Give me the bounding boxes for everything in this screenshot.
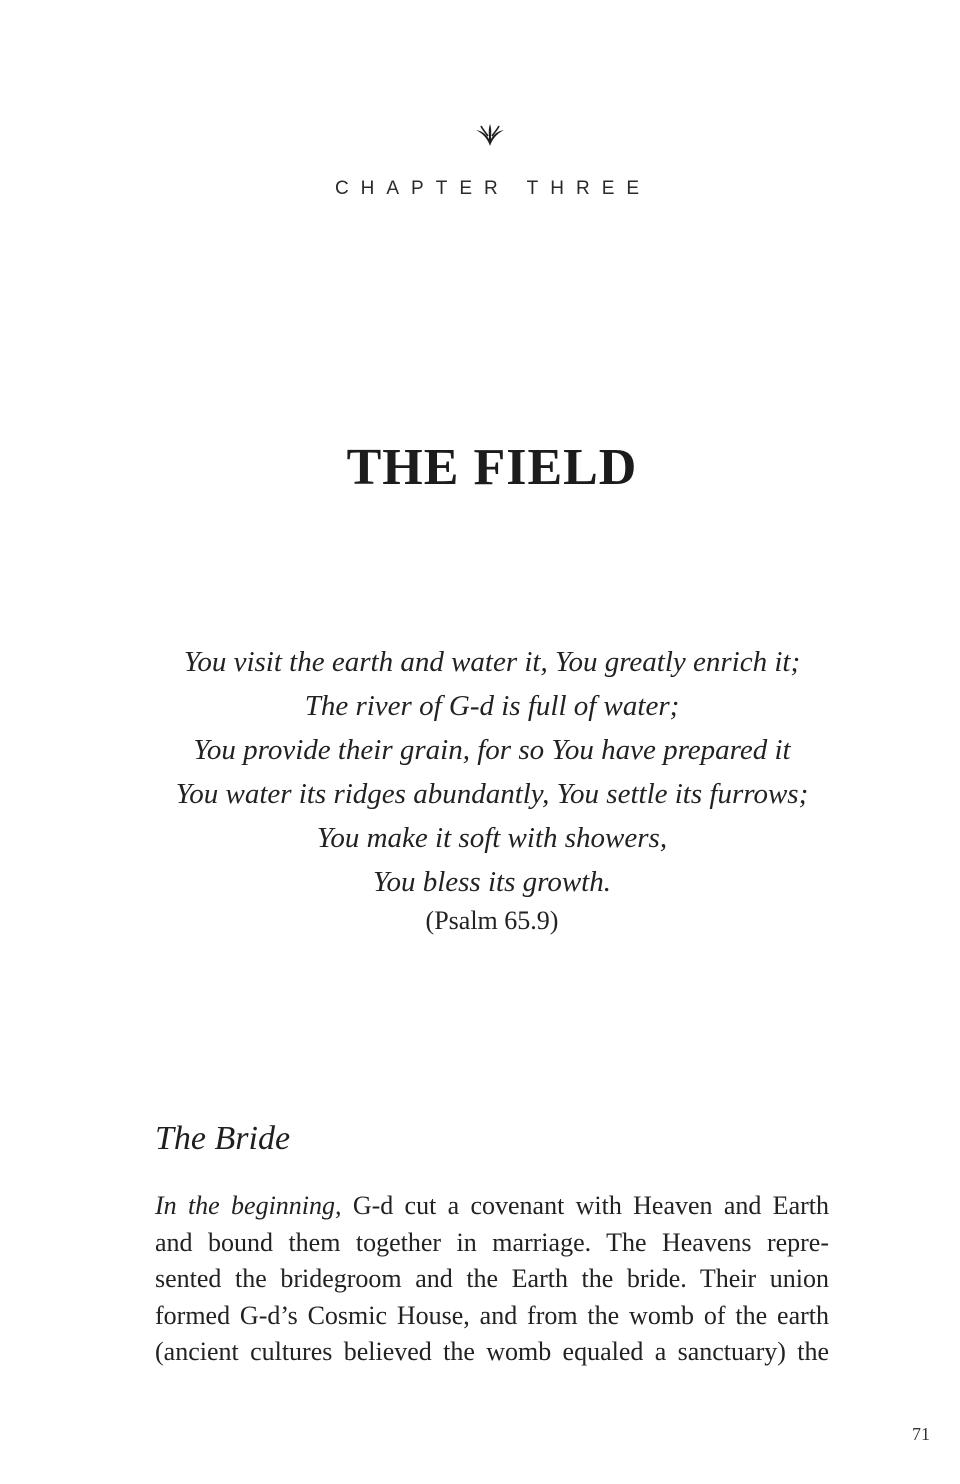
epigraph-citation: (Psalm 65.9) — [425, 906, 559, 935]
section-heading: The Bride — [155, 1120, 291, 1157]
page-number: 71 — [912, 1424, 930, 1444]
epigraph — [0, 640, 960, 904]
body-line: and bound them together in marriage. The Heavens repre- — [155, 1227, 829, 1257]
epigraph-line: You water its ridges abundantly, You settle its furrows; — [175, 778, 809, 810]
epigraph-line: The river of G-d is full of water; — [304, 690, 680, 722]
fleuron-icon — [470, 120, 510, 150]
body-line — [155, 1188, 829, 1225]
epigraph-line: You visit the earth and water it, You greatly enrich it; — [183, 646, 801, 678]
body-paragraph — [155, 1188, 829, 1371]
epigraph-line: You provide their grain, for so You have prepared it — [193, 734, 791, 766]
body-line: formed G-d’s Cosmic House, and from the womb of the earth — [155, 1300, 829, 1330]
body-line-text: G-d cut a covenant with Heaven and Earth — [341, 1191, 829, 1220]
epigraph-line: You make it soft with showers, — [316, 822, 668, 854]
opening-phrase: In the beginning, — [155, 1191, 342, 1220]
chapter-title: THE FIELD — [346, 439, 638, 496]
body-line: sented the bridegroom and the Earth the bride. Their union — [155, 1264, 829, 1293]
body-line: (ancient cultures believed the womb equaled a sanctuary) the — [155, 1337, 829, 1366]
epigraph-line: You bless its growth. — [373, 866, 611, 898]
chapter-label: CHAPTER THREE — [334, 178, 652, 199]
